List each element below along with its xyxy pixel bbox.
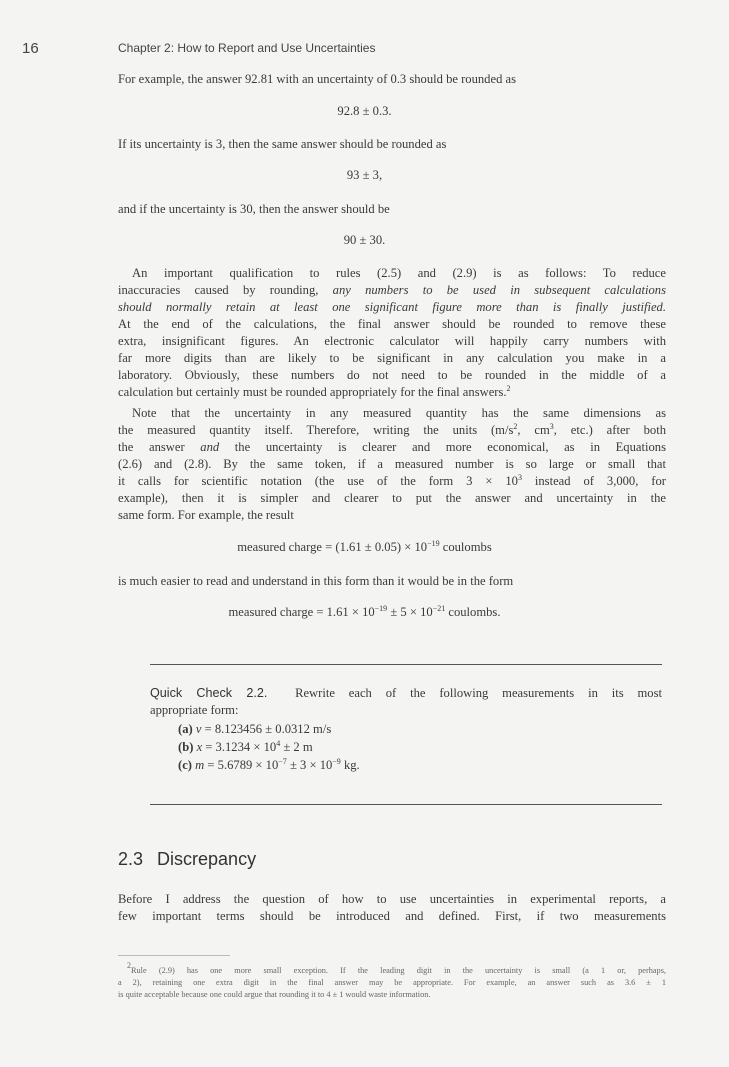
text-run: , etc.) after both <box>553 423 666 437</box>
body-text-line: Note that the uncertainty in any measured quantity has the same dimensions as <box>132 406 666 420</box>
footnote-reference: 2 <box>506 384 511 393</box>
emphasis-text: should normally retain at least one significant figure more than is finally justified. <box>118 300 666 314</box>
item-tag: (c) <box>178 758 192 772</box>
quick-check-prompt-line: appropriate form: <box>150 703 239 717</box>
body-text-line: same form. For example, the result <box>118 508 294 522</box>
quick-check-item <box>178 758 360 773</box>
running-header: Chapter 2: How to Report and Use Uncertainties <box>118 41 376 55</box>
superscript: 3 <box>517 473 522 482</box>
exponent: −19 <box>427 539 440 548</box>
item-expression: ± 2 m <box>280 740 313 754</box>
equation-text: coulombs. <box>445 605 501 619</box>
body-text-line <box>118 299 666 316</box>
footnote-line: a 2), retaining one extra digit in the final answer may be appropriate. For example, an answer such as 3.6 ± 1 <box>118 978 666 987</box>
body-text-line <box>118 384 511 401</box>
emphasis-text: any numbers to be used in subsequent calculations <box>332 283 666 297</box>
body-text-line: example), then it is simpler and clearer to put the answer and uncertainty in the <box>118 491 666 505</box>
footnote-line <box>118 961 666 977</box>
equation-text: measured charge = (1.61 ± 0.05) × 10 <box>237 540 428 554</box>
text-run: Rule (2.9) has one more small exception. If the leading digit in the uncertainty is small (a 1 or, perhaps, <box>131 966 666 975</box>
divider <box>150 664 662 665</box>
item-variable: x <box>196 740 203 754</box>
item-expression: = 8.123456 ± 0.0312 m/s <box>201 722 332 736</box>
footnote-line: is quite acceptable because one could argue that rounding it to 4 ± 1 would waste information. <box>118 990 431 999</box>
equation-text: measured charge = 1.61 × 10 <box>228 605 375 619</box>
section-title: Discrepancy <box>157 849 257 869</box>
body-text-line: laboratory. Obviously, these numbers do not need to be rounded in the middle of a <box>118 368 666 382</box>
item-tag: (a) <box>178 722 193 736</box>
exponent: −19 <box>374 604 388 613</box>
body-text-line <box>118 282 666 299</box>
body-text-line: is much easier to read and understand in this form than it would be in the form <box>118 574 514 588</box>
body-text-line <box>118 439 666 456</box>
emphasis-text: and <box>200 440 220 454</box>
page-number: 16 <box>22 40 39 57</box>
section-number: 2.3 <box>118 849 144 869</box>
body-text-line: few important terms should be introduced and defined. First, if two measurements <box>118 909 666 923</box>
text-run: the measured quantity itself. Therefore, writing the units (m/s <box>118 423 514 437</box>
equation-display: 93 ± 3, <box>346 168 383 182</box>
body-text-line: An important qualification to rules (2.5) and (2.9) is as follows: To reduce <box>132 266 666 280</box>
item-expression: = 5.6789 × 10 <box>204 758 279 772</box>
item-variable: m <box>195 758 205 772</box>
body-text-line <box>118 473 666 490</box>
exponent: −21 <box>432 604 446 613</box>
body-text-line: (2.6) and (2.8). By the same token, if a measured number is so large or small that <box>118 457 666 471</box>
quick-check-prompt: Rewrite each of the following measurements in its most <box>295 686 662 700</box>
item-variable: v <box>195 722 202 736</box>
body-text-line: Before I address the question of how to use uncertainties in experimental reports, a <box>118 892 666 906</box>
equation-display: 90 ± 30. <box>343 233 386 247</box>
text-run: instead of 3,000, for <box>521 474 666 488</box>
text-run: the uncertainty is clearer and more economical, as in Equations <box>219 440 666 454</box>
body-text-line: far more digits than are likely to be significant in any calculation you make in a <box>118 351 666 365</box>
item-expression: kg. <box>340 758 360 772</box>
text-run: it calls for scientific notation (the use of the form 3 × 10 <box>118 474 518 488</box>
equation-display <box>0 605 729 620</box>
body-text-line: and if the uncertainty is 30, then the answer should be <box>118 202 390 216</box>
item-expression: ± 3 × 10 <box>286 758 333 772</box>
section-heading <box>118 849 256 870</box>
superscript: 3 <box>549 422 554 431</box>
exponent: −9 <box>332 757 341 766</box>
item-expression: = 3.1234 × 10 <box>202 740 277 754</box>
text-run: inaccuracies caused by rounding, <box>118 283 333 297</box>
body-text-line: If its uncertainty is 3, then the same answer should be rounded as <box>118 137 447 151</box>
quick-check-heading <box>150 685 662 702</box>
body-text-line <box>118 422 666 439</box>
body-text-line: At the end of the calculations, the final answer should be rounded to remove these <box>118 317 666 331</box>
equation-display: 92.8 ± 0.3. <box>337 104 392 118</box>
text-run: calculation but certainly must be rounded appropriately for the final answers. <box>118 385 507 399</box>
footnote-mark: 2 <box>127 961 131 970</box>
quick-check-item <box>178 722 331 737</box>
equation-display <box>0 540 729 555</box>
exponent: −7 <box>278 757 287 766</box>
footnote-rule <box>118 955 230 956</box>
item-tag: (b) <box>178 740 194 754</box>
equation-text: ± 5 × 10 <box>387 605 433 619</box>
text-run: , cm <box>517 423 550 437</box>
body-text-line: For example, the answer 92.81 with an uncertainty of 0.3 should be rounded as <box>118 72 517 86</box>
body-text-line: extra, insignificant figures. An electronic calculator will happily carry numbers with <box>118 334 666 348</box>
divider <box>150 804 662 805</box>
quick-check-label: Quick Check 2.2. <box>150 686 268 700</box>
equation-text: coulombs <box>439 540 492 554</box>
exponent: 4 <box>276 739 281 748</box>
superscript: 2 <box>513 422 518 431</box>
text-run: the answer <box>118 440 201 454</box>
quick-check-item <box>178 740 313 755</box>
